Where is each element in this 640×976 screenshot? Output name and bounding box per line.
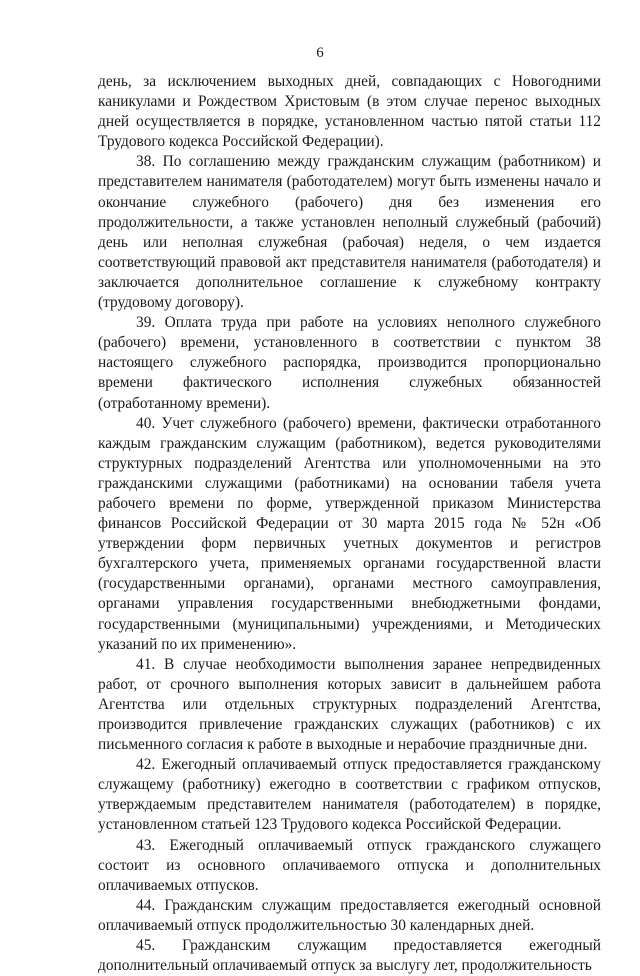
paragraph-43: 43. Ежегодный оплачиваемый отпуск гражданского служащего состоит из основного оплачиваемого отпуска и дополнительных оплачиваемых отпусков. bbox=[98, 836, 601, 894]
paragraph-44: 44. Гражданским служащим предоставляется ежегодный основной оплачиваемый отпуск продолжительностью 30 календарных дней. bbox=[98, 896, 601, 934]
paragraph-continuation: день, за исключением выходных дней, совпадающих с Новогодними каникулами и Рождеством Христовым (в этом случае перенос выходных дней осуществляется в порядке, установленном частью пятой статьи 112 Трудового кодекса Российской Федерации). bbox=[98, 73, 601, 151]
paragraph-42: 42. Ежегодный оплачиваемый отпуск предоставляется гражданскому служащему (работнику) ежегодно в соответствии с графиком отпусков, утверждаемым представителем нанимателя (работодателем) в порядке, установленном статьей 123 Трудового кодекса Российской Федерации. bbox=[98, 756, 601, 834]
paragraph-41: 41. В случае необходимости выполнения заранее непредвиденных работ, от срочного выполнения которых зависит в дальнейшем работа Агентства или отдельных структурных подразделений Агентства, производится привлечение гражданских служащих (работников) с их письменного согласия к работе в выходные и нерабочие праздничные дни. bbox=[98, 655, 601, 754]
page-number: 6 bbox=[316, 45, 324, 61]
paragraph-38: 38. По соглашению между гражданским служащим (работником) и представителем нанимателя (работодателем) могут быть изменены начало и окончание служебного (рабочего) дня без изменения его продолжительности, а также установлен неполный служебный (рабочий) день или неполная служебная (рабочая) неделя, о чем издается соответствующий правовой акт представителя нанимателя (работодателя) и заключается дополнительное соглашение к служебному контракту (трудовому договору). bbox=[98, 153, 601, 312]
paragraph-45: 45. Гражданским служащим предоставляется ежегодный дополнительный оплачиваемый отпуск за выслугу лет, продолжительность bbox=[98, 937, 601, 975]
paragraph-40: 40. Учет служебного (рабочего) времени, фактически отработанного каждым гражданским служащим (работником), ведется руководителями структурных подразделений Агентства или уполномоченными на это гражданскими служащими (работниками) на основании табеля учета рабочего времени по форме, утвержденной приказом Министерства финансов Российской Федерации от 30 марта 2015 года № 52н «Об утверждении форм первичных учетных документов и регистров бухгалтерского учета, применяемых органами государственной власти (государственными органами), органами местного самоуправления, органами управления государственными внебюджетными фондами, государственными (муниципальными) учреждениями, и Методических указаний по их применению». bbox=[98, 414, 601, 653]
paragraph-39: 39. Оплата труда при работе на условиях неполного служебного (рабочего) времени, установленного в соответствии с пунктом 38 настоящего служебного распорядка, производится пропорционально времени фактического исполнения служебных обязанностей (отработанному времени). bbox=[98, 314, 601, 412]
document-body bbox=[98, 72, 601, 976]
